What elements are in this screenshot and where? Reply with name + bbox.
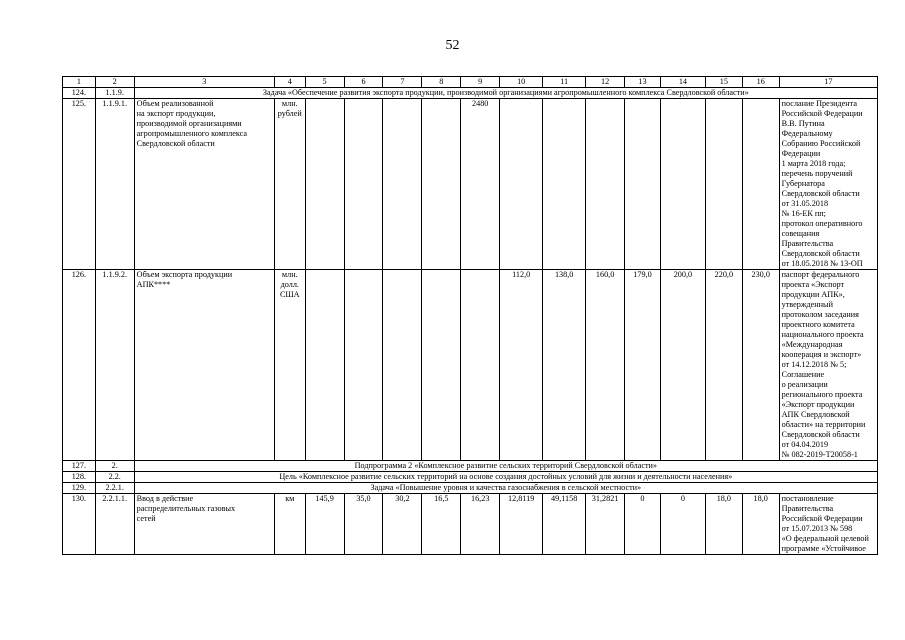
row-code: 1.1.9.2.	[95, 270, 134, 461]
row-code: 2.	[95, 461, 134, 472]
value-cell: 220,0	[705, 270, 742, 461]
value-cell	[305, 270, 344, 461]
table-row	[63, 461, 878, 472]
basis-cell: постановление Правительства Российской Федерации от 15.07.2013 № 598 «О федеральной целевой программе «Устойчивое	[779, 494, 877, 555]
value-cell	[383, 270, 422, 461]
basis-cell: послание Президента Российской Федерации В.В. Путина Федеральному Собранию Российской Федерации 1 марта 2018 года; перечень поручений Губернатора Свердловской области от 31.05.2018 № 16-ЕК пп; протокол оперативного совещания Правительства Свердловской области от 18.05.2018 № 13-ОП	[779, 99, 877, 270]
subprogram-heading: Подпрограмма 2 «Комплексное развитие сельских территорий Свердловской области»	[134, 461, 877, 472]
header-cell: 6	[344, 77, 383, 88]
row-code: 1.1.9.1.	[95, 99, 134, 270]
value-cell: 0	[660, 494, 705, 555]
unit-cell: млн. долл. США	[274, 270, 305, 461]
header-cell: 9	[461, 77, 500, 88]
value-cell: 12,8119	[500, 494, 543, 555]
value-cell: 30,2	[383, 494, 422, 555]
table-row	[63, 99, 878, 270]
indicator-name: Объем реализованной на экспорт продукции, производимой организациями агропромышленного комплекса Свердловской области	[134, 99, 274, 270]
value-cell	[344, 99, 383, 270]
row-number: 130.	[63, 494, 96, 555]
header-cell: 17	[779, 77, 877, 88]
header-cell: 11	[543, 77, 586, 88]
goal-heading: Цель «Комплексное развитие сельских территорий на основе создания достойных условий для жизни и деятельности населения»	[134, 472, 877, 483]
value-cell	[383, 99, 422, 270]
row-code: 2.2.	[95, 472, 134, 483]
value-cell: 138,0	[543, 270, 586, 461]
indicators-table	[62, 76, 878, 555]
value-cell: 145,9	[305, 494, 344, 555]
row-code: 1.1.9.	[95, 88, 134, 99]
value-cell	[625, 99, 661, 270]
basis-cell: паспорт федерального проекта «Экспорт продукции АПК», утвержденный протоколом заседания проектного комитета национального проекта «Международная кооперация и экспорт» от 14.12.2018 № 5; Соглашение о реализации регионального проекта «Экспорт продукции АПК Свердловской области» на территории Свердловской области от 04.04.2019 № 082-2019-Т20058-1	[779, 270, 877, 461]
header-cell: 3	[134, 77, 274, 88]
table-row	[63, 472, 878, 483]
row-code: 2.2.1.1.	[95, 494, 134, 555]
header-row	[63, 77, 878, 88]
header-cell: 8	[422, 77, 461, 88]
value-cell: 112,0	[500, 270, 543, 461]
header-cell: 4	[274, 77, 305, 88]
value-cell	[660, 99, 705, 270]
row-number: 129.	[63, 483, 96, 494]
value-cell: 16,5	[422, 494, 461, 555]
value-cell	[344, 270, 383, 461]
task-heading: Задача «Повышение уровня и качества газоснабжения в сельской местности»	[134, 483, 877, 494]
row-code: 2.2.1.	[95, 483, 134, 494]
indicator-name: Ввод в действие распределительных газовых сетей	[134, 494, 274, 555]
value-cell: 200,0	[660, 270, 705, 461]
value-cell: 31,2821	[586, 494, 625, 555]
value-cell	[705, 99, 742, 270]
header-cell: 16	[742, 77, 779, 88]
row-number: 124.	[63, 88, 96, 99]
value-cell	[742, 99, 779, 270]
value-cell: 16,23	[461, 494, 500, 555]
value-cell: 49,1158	[543, 494, 586, 555]
value-cell: 2480	[461, 99, 500, 270]
task-heading: Задача «Обеспечение развития экспорта продукции, производимой организациями агропромышленного комплекса Свердловской области»	[134, 88, 877, 99]
row-number: 127.	[63, 461, 96, 472]
row-number: 125.	[63, 99, 96, 270]
value-cell	[500, 99, 543, 270]
header-cell: 5	[305, 77, 344, 88]
value-cell: 0	[625, 494, 661, 555]
value-cell	[586, 99, 625, 270]
value-cell: 160,0	[586, 270, 625, 461]
header-cell: 1	[63, 77, 96, 88]
header-cell: 10	[500, 77, 543, 88]
unit-cell: км	[274, 494, 305, 555]
value-cell: 35,0	[344, 494, 383, 555]
row-number: 128.	[63, 472, 96, 483]
value-cell	[305, 99, 344, 270]
row-number: 126.	[63, 270, 96, 461]
header-cell: 7	[383, 77, 422, 88]
value-cell	[461, 270, 500, 461]
unit-cell: млн. рублей	[274, 99, 305, 270]
value-cell: 179,0	[625, 270, 661, 461]
header-cell: 2	[95, 77, 134, 88]
table-row	[63, 494, 878, 555]
value-cell: 18,0	[705, 494, 742, 555]
value-cell	[422, 270, 461, 461]
indicator-name: Объем экспорта продукции АПК****	[134, 270, 274, 461]
header-cell: 12	[586, 77, 625, 88]
header-cell: 15	[705, 77, 742, 88]
page-number: 52	[445, 38, 460, 53]
table-row	[63, 88, 878, 99]
header-cell: 13	[625, 77, 661, 88]
value-cell	[543, 99, 586, 270]
table-row	[63, 483, 878, 494]
value-cell: 230,0	[742, 270, 779, 461]
header-cell: 14	[660, 77, 705, 88]
table-row	[63, 270, 878, 461]
value-cell: 18,0	[742, 494, 779, 555]
value-cell	[422, 99, 461, 270]
